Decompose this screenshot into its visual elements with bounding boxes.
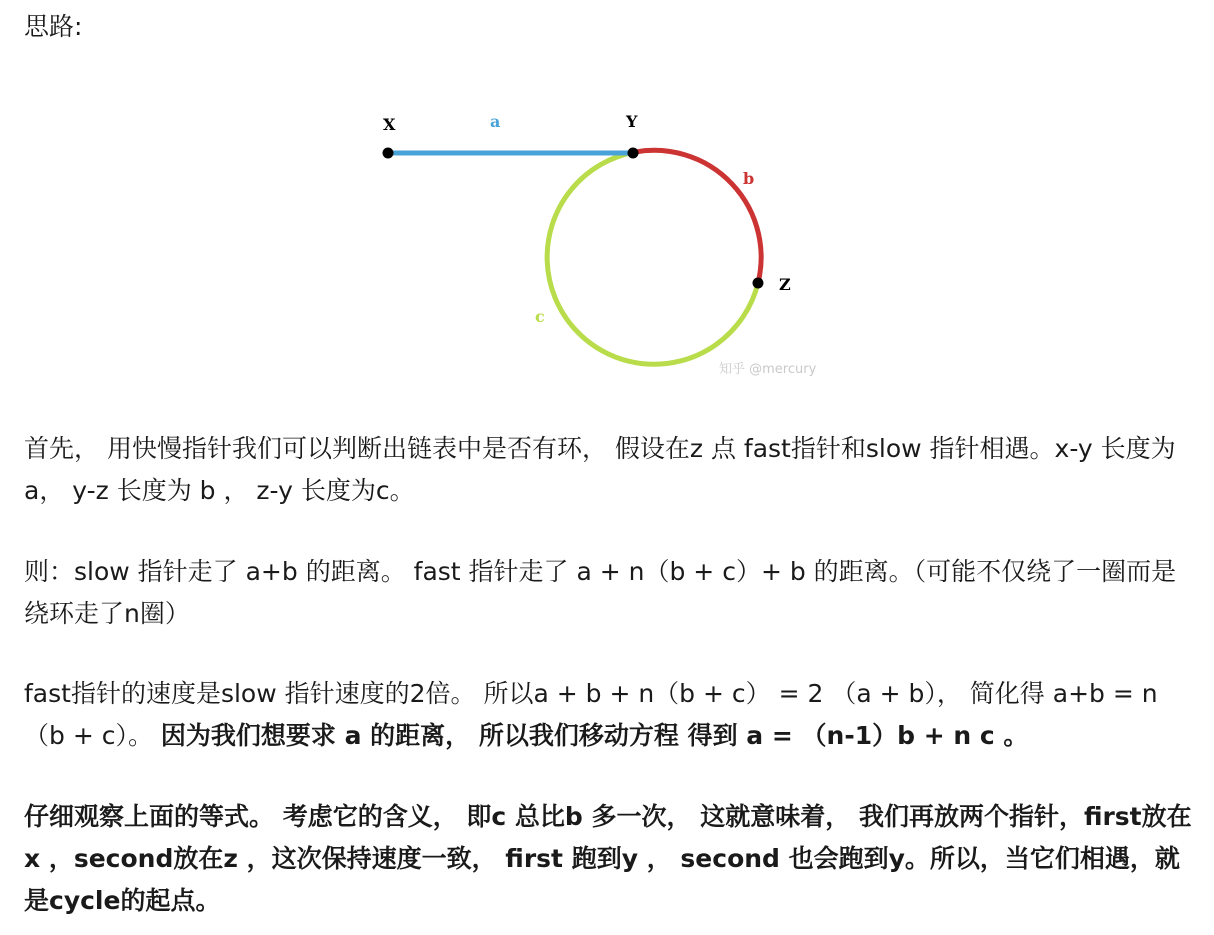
label-a: a — [490, 112, 501, 131]
paragraph-3-text: fast指针的速度是slow 指针速度的2倍。 所以a + b + n（b + c） = 2 （a + b）， 简化得 a+b = n（b + c）。 — [24, 679, 1158, 750]
paragraph-3 — [24, 673, 1194, 757]
label-z: Z — [779, 275, 791, 294]
label-c: c — [535, 307, 545, 326]
label-y: Y — [626, 112, 638, 131]
label-b: b — [743, 169, 755, 188]
label-x: X — [383, 115, 396, 134]
paragraph-1: 首先， 用快慢指针我们可以判断出链表中是否有环， 假设在z 点 fast指针和slow 指针相遇。x-y 长度为a， y-z 长度为 b ， z-y 长度为c。 — [24, 434, 1176, 505]
heading: 思路: — [24, 12, 83, 41]
paragraph-2: 则：slow 指针走了 a+b 的距离。 fast 指针走了 a + n（b + c）+ b 的距离。（可能不仅绕了一圈而是绕环走了n圈） — [24, 557, 1177, 628]
node-z — [753, 278, 764, 289]
paragraph-3-bold-text: 因为我们想要求 a 的距离， 所以我们移动方程 得到 a = （n-1）b + n c 。 — [160, 721, 1029, 750]
paragraph-4: 仔细观察上面的等式。 考虑它的含义， 即c 总比b 多一次， 这就意味着， 我们再放两个指针，first放在x ，second放在z ，这次保持速度一致， first 跑到y ， second 也会跑到y。所以，当它们相遇，就是cycle的起点。 — [24, 802, 1192, 915]
linked-list-cycle-diagram — [340, 95, 840, 395]
arc-c — [547, 152, 758, 364]
node-y — [628, 148, 639, 159]
watermark-text: 知乎 @mercury — [719, 362, 817, 377]
node-x — [383, 148, 394, 159]
